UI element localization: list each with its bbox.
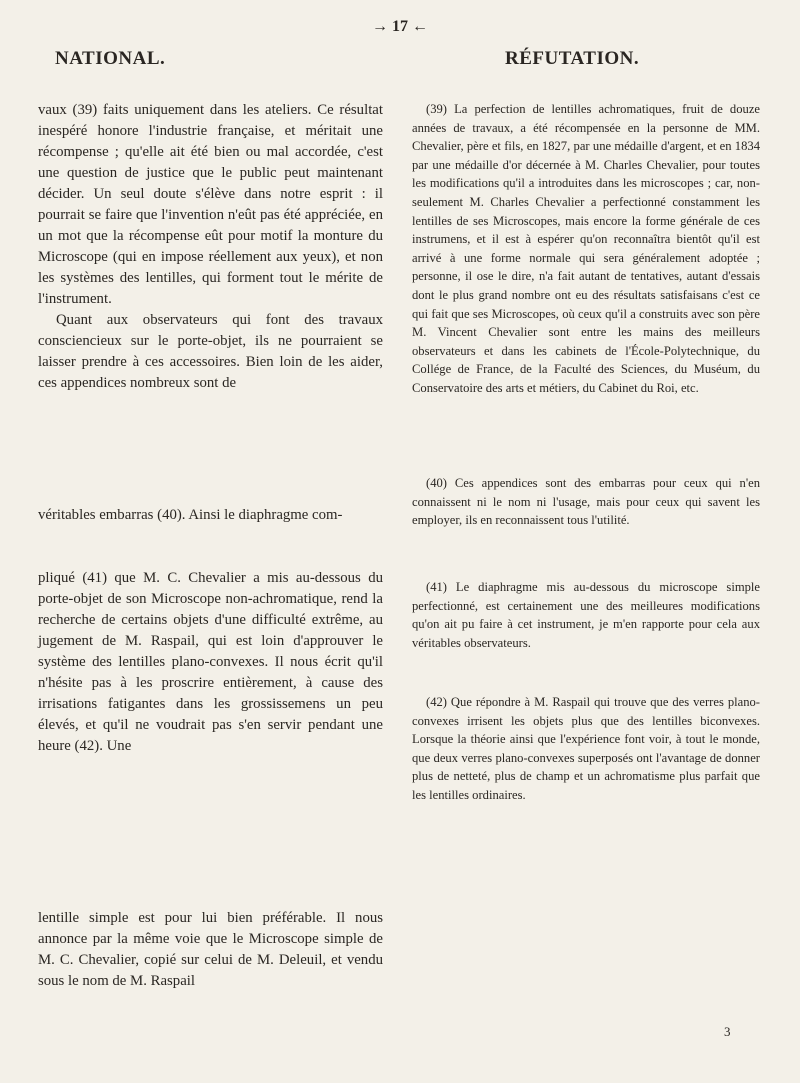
- left-text-block-5: lentille simple est pour lui bien préférable. Il nous annonce par la même voie que le Microscope simple de M. C. Chevalier, copié sur celui de M. Deleuil, et vendu sous le nom de M. Raspail: [38, 910, 383, 989]
- signature-mark: 3: [724, 1024, 731, 1039]
- footnote-39: [412, 100, 760, 398]
- footnote-39-text: (39) La perfection de lentilles achromatiques, fruit de douze années de travaux, a été récompensée en la personne de MM. Chevalier, père et fils, en 1827, par une médaille d'argent, et en 1834 par une médaille d'or décernée à M. Charles Chevalier, pour toutes les modifications qu'il a introduites dans les microscopes ; car, non-seulement M. Charles Chevalier a perfectionné constamment les lentilles de ses Microscopes, mais encore la forme générale de ces instrumens, et il est à espérer qu'on reconnaîtra bientôt qu'il est arrivé à une forme normale qui sera généralement adoptée ; personne, il ose le dire, n'a fait autant de tentatives, autant d'essais dont le plus grand nombre ont eu des résultats satisfaisans c'est ce qui fait que ses Microscopes, où ceux qu'il a construits avec son père M. Vincent Chevalier sont entre les mains des meilleurs observateurs et dans les cabinets de l'École-Polytechnique, du Collége de France, de la Faculté des Sciences, du Muséum, du Conservatoire des arts et métiers, du Cabinet du Roi, etc.: [412, 102, 760, 395]
- footnote-40: [412, 474, 760, 530]
- left-text-block-2: Quant aux observateurs qui font des travaux consciencieux sur le porte-objet, ils ne pourraient se laisser prendre à ces accessoires. Bien loin de les aider, ces appendices nombreux sont de: [38, 312, 383, 391]
- left-text-block-3: véritables embarras (40). Ainsi le diaphragme com-: [38, 507, 343, 523]
- left-running-header: NATIONAL.: [55, 48, 166, 69]
- left-text-block-1: vaux (39) faits uniquement dans les ateliers. Ce résultat inespéré honore l'industrie française, et méritait une récompense ; qu'elle ait été bien ou mal accordée, c'est une question de justice que le public peut maintenant décider. Un seul doute s'élève dans notre esprit : il pourrait se faire que l'invention n'eût pas été appréciée, en un mot que la récompense eût pour motif la monture du Microscope (qui en impose réellement aux yeux), et non les systèmes des lentilles, qui forment tout le mérite de l'instrument.: [38, 102, 383, 307]
- page-number: → 17 ←: [372, 18, 428, 35]
- body-paragraph-1: [38, 100, 383, 394]
- right-running-header: RÉFUTATION.: [505, 48, 640, 69]
- footnote-42: [412, 693, 760, 805]
- body-paragraph-3: [38, 505, 383, 526]
- body-paragraph-4: [38, 568, 383, 757]
- left-text-block-4: pliqué (41) que M. C. Chevalier a mis au-dessous du porte-objet de son Microscope non-achromatique, rend la recherche de certains objets d'une difficulté extrême, au jugement de M. Raspail, qui est loin d'approuver le système des lentilles plano-convexes. Il nous écrit qu'il n'hésite pas à les proscrire entièrement, à cause des irrisations fatigantes dans les grossissemens un peu élevés, et qu'il ne voudrait pas s'en servir pendant une heure (42). Une: [38, 570, 383, 754]
- footnote-41: [412, 578, 760, 652]
- body-paragraph-5: [38, 908, 383, 992]
- footnote-42-text: (42) Que répondre à M. Raspail qui trouve que des verres plano-convexes irrisent les objets plus que des lentilles biconvexes. Lorsque la théorie ainsi que l'expérience font voir, à tout le monde, que deux verres plano-convexes superposés ont l'avantage de donner plus de netteté, plus de champ et un achromatisme plus parfait que les lentilles ordinaires.: [412, 695, 760, 802]
- footnote-41-text: (41) Le diaphragme mis au-dessous du microscope simple perfectionné, est certainement une des meilleures modifications qu'on ait pu faire à cet instrument, je m'en rapporte pour cela aux véritables observateurs.: [412, 580, 760, 650]
- footnote-40-text: (40) Ces appendices sont des embarras pour ceux qui n'en connaissent ni le nom ni l'usage, mais pour ceux qui savent les employer, ils en reconnaissent tous l'utilité.: [412, 476, 760, 528]
